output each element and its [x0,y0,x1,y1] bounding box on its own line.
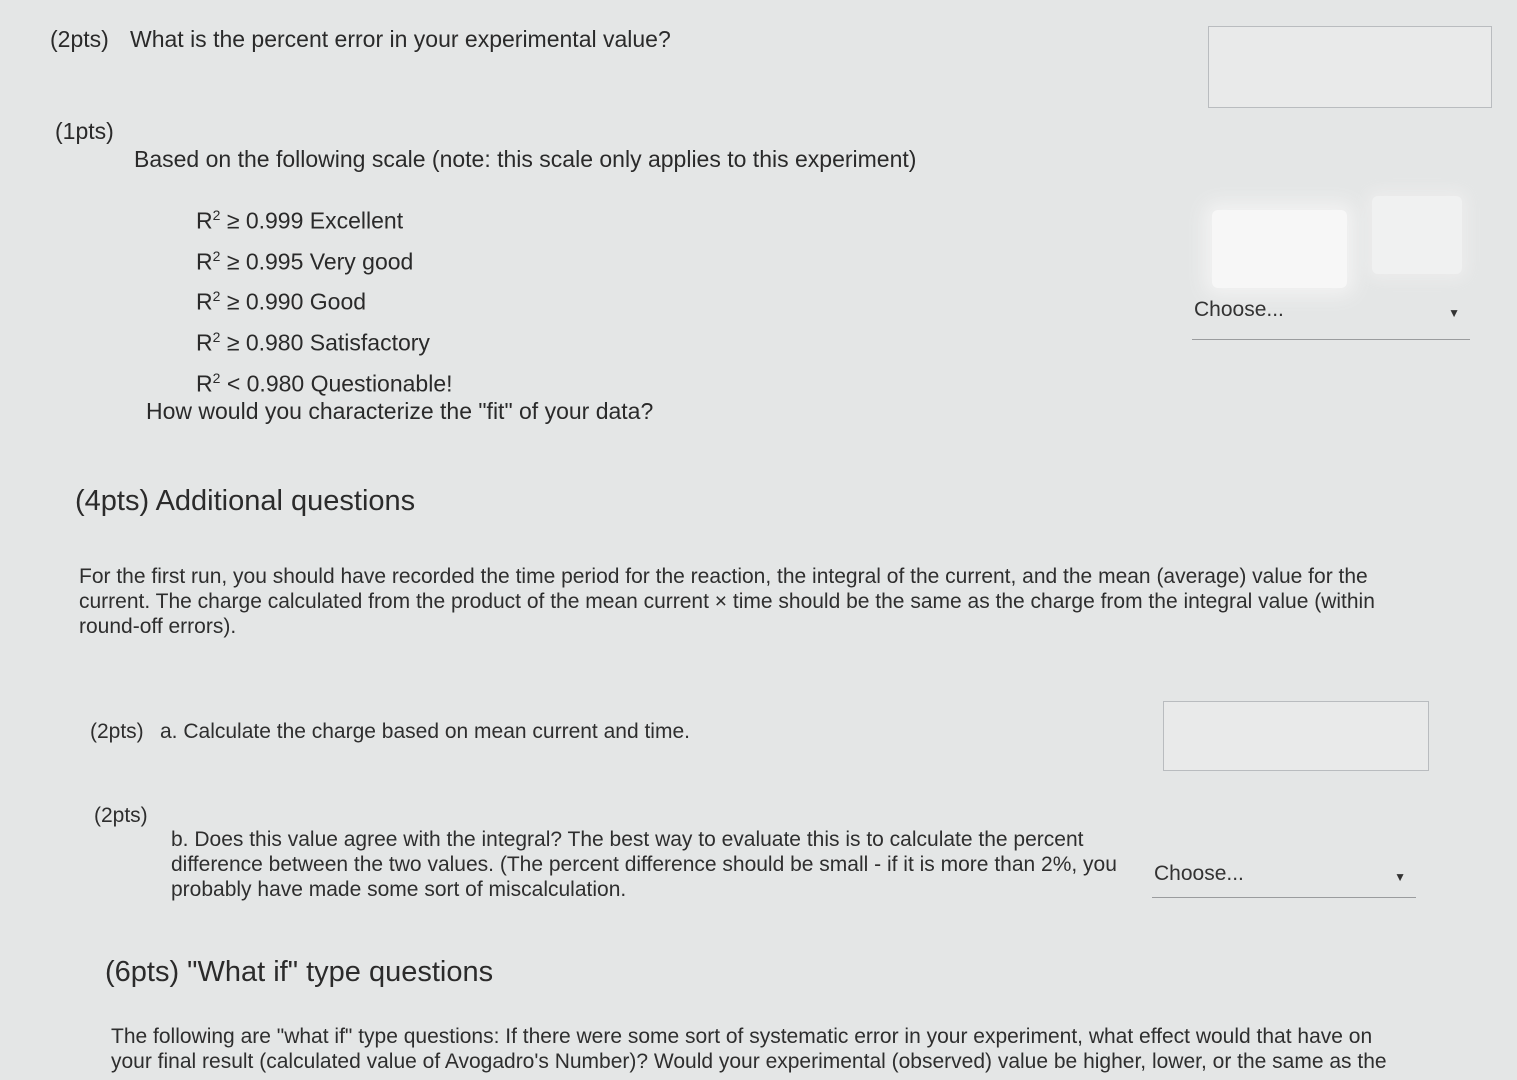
scale-item: $R^2 \ge 0.980$ Satisfactory [196,328,430,356]
select-value: Choose... [1194,298,1284,321]
agreement-select[interactable] [1152,862,1416,898]
select-value: Choose... [1154,862,1244,885]
scale-item: $R^2 \ge 0.990$ Good [196,288,367,315]
scale-item: $R^2 \ge 0.995$ Very good [196,247,414,275]
chevron-down-icon: ▼ [1448,306,1460,320]
qa-points: (2pts) [90,720,144,743]
scale-item: $R^2 < 0.980$ Questionable! [196,369,453,397]
screen-glare [1212,210,1347,288]
q2-question: How would you characterize the "fit" of your data? [146,398,654,424]
additional-paragraph: For the first run, you should have recorded the time period for the reaction, the integral of the current, and the mean (average) value for the current. The charge calculated from the product of the mean current × time should be the same as the charge from the integral value (within round-off errors). [79,565,1375,638]
q1-points: (2pts) [50,26,109,52]
section-heading-additional: (4pts) Additional questions [75,485,416,517]
whatif-paragraph: The following are "what if" type questions: If there were some sort of systematic error in your experiment, what effect would that have on your final result (calculated value of Avogadro's Number)? Would your experimental (observed) value be higher, lower, or the same as the [111,1025,1387,1073]
fit-characterization-select[interactable] [1192,298,1470,340]
q2-points: (1pts) [55,118,114,144]
chevron-down-icon: ▼ [1394,870,1406,884]
qb-points: (2pts) [94,804,148,827]
q1-text: What is the percent error in your experimental value? [130,26,671,52]
r2-scale-list [196,198,453,401]
section-heading-whatif: (6pts) "What if" type questions [105,956,494,988]
screen-glare [1372,196,1462,274]
qa-text: a. Calculate the charge based on mean current and time. [160,720,690,743]
percent-error-input[interactable] [1208,26,1492,108]
q2-intro: Based on the following scale (note: this scale only applies to this experiment) [134,146,917,172]
charge-input[interactable] [1163,701,1429,771]
qb-text: b. Does this value agree with the integral? The best way to evaluate this is to calculate the percent difference between the two values. (The percent difference should be small - if it is more than 2%, you probably have made some sort of miscalculation. [171,828,1117,901]
scale-item: $R^2 \ge 0.999$ Excellent [196,207,404,234]
